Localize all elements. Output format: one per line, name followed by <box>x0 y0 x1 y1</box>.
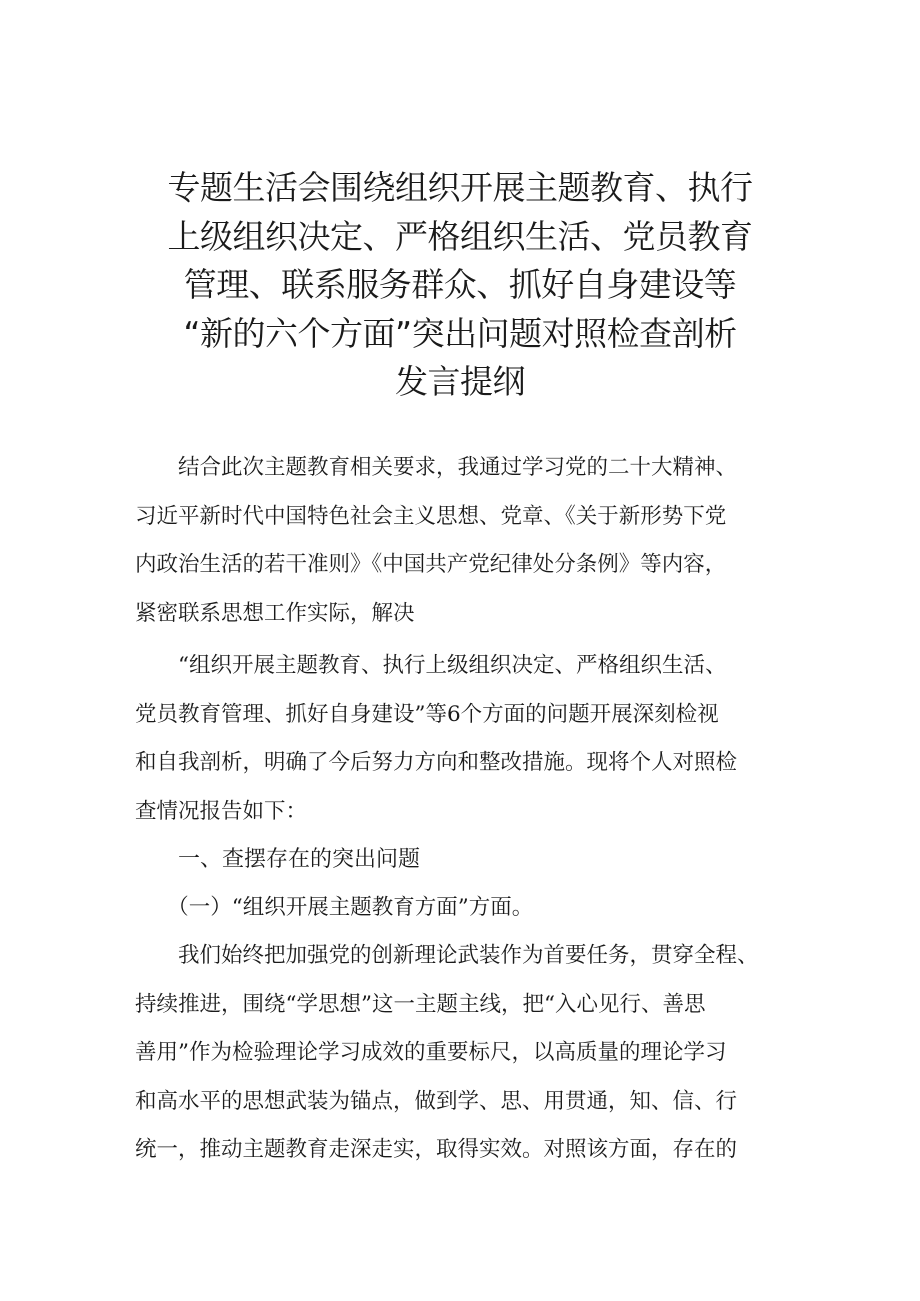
title-line-4: “新的六个方面”突出问题对照检查剖析 <box>183 313 737 353</box>
paragraph-line: 持续推进，围绕“学思想”这一主题主线，把“入心见行、善思 <box>135 991 706 1017</box>
title-line-1: 专题生活会围绕组织开展主题教育、执行 <box>167 168 753 207</box>
subsection-heading-text: （一）“组织开展主题教育方面”方面。 <box>135 895 534 920</box>
title-line-2: 上级组织决定、严格组织生活、党员教育 <box>167 216 753 256</box>
paragraph-line: 善用”作为检验理论学习成效的重要标尺，以高质量的理论学习 <box>135 1040 727 1066</box>
intro-paragraph <box>135 444 815 638</box>
title-line-3: 管理、联系服务群众、抓好自身建设等 <box>183 265 737 304</box>
paragraph-line: 查情况报告如下： <box>135 798 308 824</box>
paragraph-line: 我们始终把加强党的创新理论武装作为首要任务，贯穿全程、 <box>135 943 759 968</box>
paragraph-line: 习近平新时代中国特色社会主义思想、党章、《关于新形势下党 <box>135 503 727 529</box>
paragraph-line: 党员教育管理、抓好自身建设”等6个方面的问题开展深刻检视 <box>135 701 719 727</box>
paragraph-line: 和自我剖析，明确了今后努力方向和整改措施。现将个人对照检 <box>135 750 738 776</box>
paragraph-line: “组织开展主题教育、执行上级组织决定、严格组织生活、 <box>135 653 727 678</box>
document-title <box>120 164 800 407</box>
paragraph-line: 和高水平的思想武装为锚点，做到学、思、用贯通，知、信、行 <box>135 1088 738 1114</box>
body-paragraph <box>135 932 815 1175</box>
section-heading: 一、查摆存在的突出问题 <box>178 847 421 872</box>
subsection-heading <box>135 884 815 933</box>
paragraph-line: 紧密联系思想工作实际，解决 <box>135 600 415 626</box>
paragraph-line: 内政治生活的若干准则》《中国共产党纪律处分条例》等内容， <box>135 552 727 578</box>
scope-paragraph <box>135 642 815 836</box>
paragraph-line: 统一，推动主题教育走深走实，取得实效。对照该方面，存在的 <box>135 1137 738 1163</box>
paragraph-line: 结合此次主题教育相关要求，我通过学习党的二十大精神、 <box>135 455 738 480</box>
title-line-5: 发言提纲 <box>395 362 525 401</box>
